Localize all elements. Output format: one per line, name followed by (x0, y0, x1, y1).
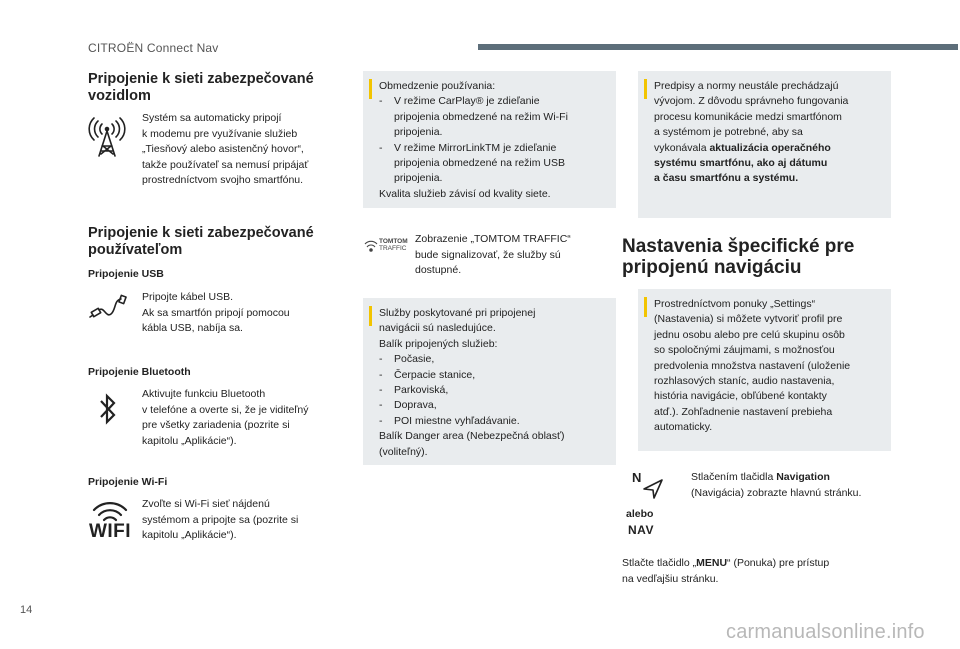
usb-text: Pripojte kábel USB. Ak sa smartfón pripojí pomocou kábla USB, nabíja sa. (142, 291, 290, 334)
page-number: 14 (20, 604, 33, 616)
section-vehicle-connection-title: Pripojenie k sieti zabezpečované vozidlom (88, 71, 314, 104)
header-title: CITROËN Connect Nav (88, 41, 219, 55)
navigation-button-icon: N alebo NAV (624, 470, 674, 540)
wifi-heading: Pripojenie Wi-Fi (88, 476, 168, 488)
navigation-text: Stlačením tlačidla Navigation (Navigácia) zobrazte hlavnú stránku. (691, 471, 862, 499)
note-marker (369, 79, 372, 99)
note-marker (644, 297, 647, 317)
note-usage-limits: Obmedzenie používania: - V režime CarPlay® je zdieľanie pripojenia obmedzené na režim Wi-Fi pripojenia. - V režime MirrorLinkTM je zdieľanie pripojenia obmedzené na režim USB pripojenia. Kvalita služieb závisí od kvality siete. (363, 71, 616, 208)
note-profiles: Prostredníctvom ponuky „Settings“ (Nastavenia) si môžete vytvoriť profil pre jednu osobu alebo pre celú skupinu osôb so spoločnými záujmami, s možnosťou predvolenia množstva nastavení (uloženie rozhlasových staníc, audio nastavenia, história navigácie, obľúbené kontakty atď.). Zohľadnenie nastavení prebieha automaticky. (638, 289, 891, 451)
section-user-connection-title: Pripojenie k sieti zabezpečované používateľom (88, 225, 314, 258)
wifi-icon: WIFI (88, 500, 132, 544)
note-regulations: Predpisy a normy neustále prechádzajú vývojom. Z dôvodu správneho fungovania procesu komunikácie medzi smartfónom a systémom je potrebné, aby sa vykonávala aktualizácia operačného systému smartfónu, ako aj dátumu a času smartfónu a systému. (638, 71, 891, 218)
note-connected-services: Služby poskytované pri pripojenej navigácii sú nasledujúce. Balík pripojených služieb: - Počasie, - Čerpacie stanice, - Parkoviská, - Doprava, - POI miestne vyhľadávanie. Balík Danger area (Nebezpečná oblasť) (voliteľný). (363, 298, 616, 465)
note-marker (369, 306, 372, 326)
tomtom-traffic-icon: TOMTOM TRAFFIC (364, 238, 408, 258)
note-marker (644, 79, 647, 99)
tomtom-text: Zobrazenie „TOMTOM TRAFFIC“ bude signalizovať, že služby sú dostupné. (415, 233, 571, 276)
antenna-icon (88, 114, 126, 158)
usb-heading: Pripojenie USB (88, 268, 164, 280)
wifi-text: Zvoľte si Wi-Fi sieť nájdenú systémom a pripojte sa (pozrite si kapitolu „Aplikácie“). (142, 498, 299, 541)
bluetooth-text: Aktivujte funkciu Bluetooth v telefóne a overte si, že je viditeľný pre všetky zariadenia (pozrite si kapitolu „Aplikácie“). (142, 388, 309, 447)
bluetooth-icon (97, 391, 119, 427)
header-bar (478, 44, 958, 50)
usb-cable-icon (88, 294, 128, 324)
bluetooth-heading: Pripojenie Bluetooth (88, 366, 191, 378)
navigation-arrow-icon (642, 478, 664, 500)
menu-text: Stlačte tlačidlo „MENU“ (Ponuka) pre prístup na vedľajšiu stránku. (622, 557, 830, 585)
watermark: carmanualsonline.info (726, 621, 925, 643)
navigation-settings-heading: Nastavenia špecifické pre pripojenú navigáciu (622, 236, 855, 278)
vehicle-connection-text: Systém sa automaticky pripojí k modemu pre využívanie služieb „Tiesňový alebo asistenčný hovor“, takže používateľ sa nemusí pripájať prostredníctvom svojho smartfónu. (142, 112, 309, 186)
